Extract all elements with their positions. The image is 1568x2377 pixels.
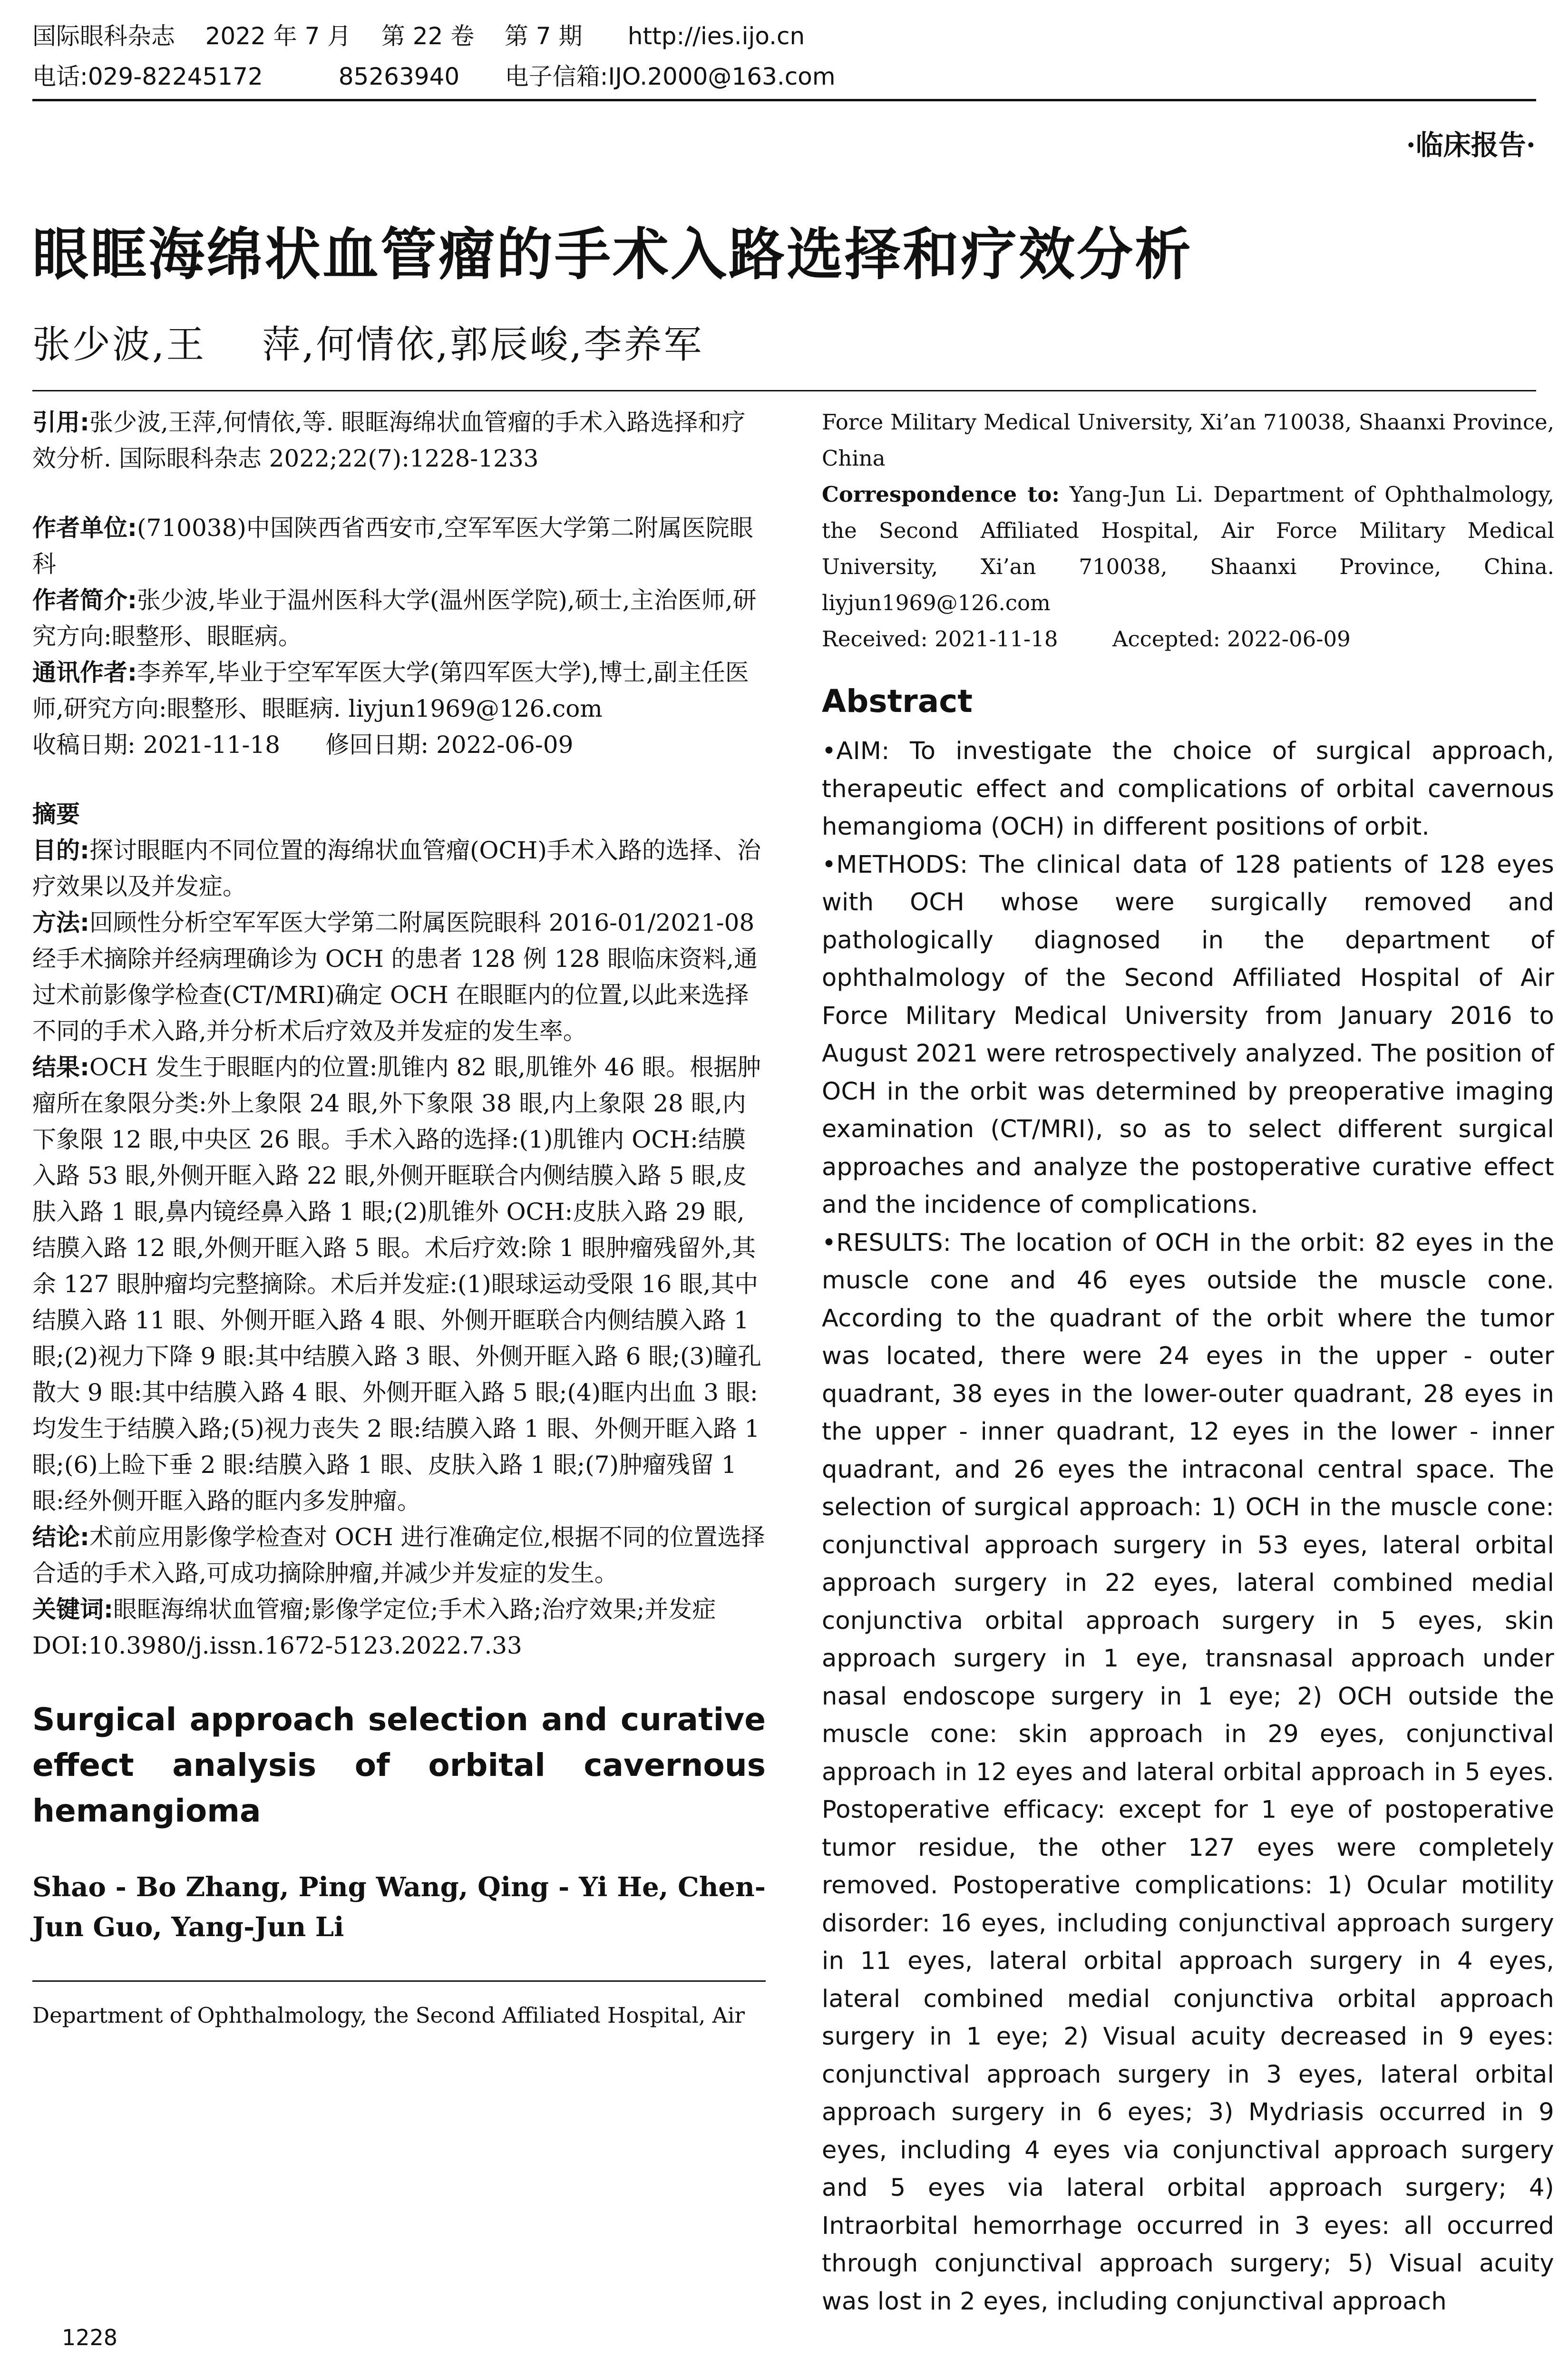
zh-keywords-text: 眼眶海绵状血管瘤;影像学定位;手术入路;治疗效果;并发症 xyxy=(113,1596,716,1623)
page-number: 1228 xyxy=(62,2325,118,2350)
author-bio-label: 作者简介: xyxy=(32,586,137,614)
english-affiliation: Department of Ophthalmology, the Second Affiliated Hospital, Air xyxy=(32,2003,745,2028)
english-authors: Shao - Bo Zhang, Ping Wang, Qing - Yi He, Chen-Jun Guo, Yang-Jun Li xyxy=(32,1871,766,1943)
left-column xyxy=(32,404,766,2032)
zh-results-label: 结果: xyxy=(32,1053,89,1081)
abstract-results-label: RESULTS: xyxy=(836,1228,952,1257)
author-unit-text: (710038)中国陕西省西安市,空军军医大学第二附属医院眼科 xyxy=(32,514,753,578)
zh-aim-label: 目的: xyxy=(32,837,89,864)
zh-results-text: OCH 发生于眼眶内的位置:肌锥内 82 眼,肌锥外 46 眼。根据肿瘤所在象限分类:外上象限 24 眼,外下象限 38 眼,内上象限 28 眼,内下象限 12 眼,中央区 26 眼。手术入路的选择:(1)肌锥内 OCH:结膜入路 53 眼,外侧开眶入路 22 眼,外侧开眶联合内侧结膜入路 5 眼,皮肤入路 1 眼,鼻内镜经鼻入路 1 眼;(2)肌锥外 OCH:皮肤入路 29 眼,结膜入路 12 眼,外侧开眶入路 5 眼。术后疗效:除 1 眼肿瘤残留外,其余 127 眼肿瘤均完整摘除。术后并发症:(1)眼球运动受限 16 眼,其中结膜入路 11 眼、外侧开眶入路 4 眼、外侧开眶联合内侧结膜入路 1 眼;(2)视力下降 9 眼:其中结膜入路 3 眼、外侧开眶入路 6 眼;(3)瞳孔散大 9 眼:其中结膜入路 4 眼、外侧开眶入路 5 眼;(4)眶内出血 3 眼:均发生于结膜入路;(5)视力丧失 2 眼:结膜入路 1 眼、外侧开眶入路 1 眼;(6)上睑下垂 2 眼:结膜入路 1 眼、皮肤入路 1 眼;(7)肿瘤残留 1 眼:经外侧开眶入路的眶内多发肿瘤。 xyxy=(32,1053,761,1515)
right-column xyxy=(822,404,1554,2320)
corresponding-author xyxy=(32,654,766,727)
zh-abstract-heading: 摘要 xyxy=(32,800,80,828)
abstract-results: •RESULTS: The location of OCH in the orbit: 82 eyes in the muscle cone and 46 eyes outside the muscle cone. According to the quadrant of the orbit where the tumor was located, there were 24 eyes in the upper - outer quadrant, 38 eyes in the lower-outer quadrant, 28 eyes in the upper - inner quadrant, 12 eyes in the lower - inner quadrant, and 26 eyes the intraconal central space. The selection of surgical approach: 1) OCH in the muscle cone: conjunctival approach surgery in 53 eyes, lateral orbital approach surgery in 22 eyes, lateral combined medial conjunctiva orbital approach surgery in 5 eyes, skin approach surgery in 1 eye, transnasal approach under nasal endoscope surgery in 1 eye; 2) OCH outside the muscle cone: skin approach in 29 eyes, conjunctival approach in 12 eyes and lateral orbital approach in 5 eyes. Postoperative efficacy: except for 1 eye of postoperative tumor residue, the other 127 eyes were completely removed. Postoperative complications: 1) Ocular motility disorder: 16 eyes, including conjunctival approach surgery in 11 eyes, lateral orbital approach surgery in 4 eyes, lateral combined medial conjunctiva orbital approach surgery in 1 eye; 2) Visual acuity decreased in 9 eyes: conjunctival approach surgery in 3 eyes, lateral orbital approach surgery in 6 eyes; 3) Mydriasis occurred in 9 eyes, including 4 eyes via conjunctival approach surgery and 5 eyes via lateral orbital approach surgery; 4) Intraorbital hemorrhage occurred in 3 eyes: all occurred through conjunctival approach surgery; 5) Visual acuity was lost in 2 eyes, including conjunctival approach xyxy=(822,1228,1555,2316)
citation-label: 引用: xyxy=(32,409,89,436)
abstract-methods-text: The clinical data of 128 patients of 128 eyes with OCH whose were surgically removed and pathologically diagnosed in the department of ophthalmology of the Second Affiliated Hospital of Air Force Military Medical University from January 2016 to August 2021 were retrospectively analyzed. The position of OCH in the orbit was determined by preoperative imaging examination (CT/MRI), so as to select different surgical approaches and analyze the postoperative curative effect and the incidence of complications. xyxy=(822,850,1554,1219)
abstract-results-text: The location of OCH in the orbit: 82 eyes in the muscle cone and 46 eyes outside the muscle cone. According to the quadrant of the orbit where the tumor was located, there were 24 eyes in the upper - outer quadrant, 38 eyes in the lower-outer quadrant, 28 eyes in the upper - inner quadrant, 12 eyes in the lower - inner quadrant, and 26 eyes the intraconal central space. The selection of surgical approach: 1) OCH in the muscle cone: conjunctival approach surgery in 53 eyes, lateral orbital approach surgery in 22 eyes, lateral combined medial conjunctiva orbital approach surgery in 5 eyes, skin approach surgery in 1 eye, transnasal approach under nasal endoscope surgery in 1 eye; 2) OCH outside the muscle cone: skin approach in 29 eyes, conjunctival approach in 12 eyes and lateral orbital approach in 5 eyes. Postoperative efficacy: except for 1 eye of postoperative tumor residue, the other 127 eyes were completely removed. Postoperative complications: 1) Ocular motility disorder: 16 eyes, including conjunctival approach surgery in 11 eyes, lateral orbital approach surgery in 4 eyes, lateral combined medial conjunctiva orbital approach surgery in 1 eye; 2) Visual acuity decreased in 9 eyes: conjunctival approach surgery in 3 eyes, lateral orbital approach surgery in 6 eyes; 3) Mydriasis occurred in 9 eyes, including 4 eyes via conjunctival approach surgery and 5 eyes via lateral orbital approach surgery; 4) Intraorbital hemorrhage occurred in 3 eyes: all occurred through conjunctival approach surgery; 5) Visual acuity was lost in 2 eyes, including conjunctival approach xyxy=(822,1228,1555,2316)
zh-keywords xyxy=(32,1591,766,1627)
title-divider xyxy=(32,390,1536,391)
header-divider xyxy=(32,99,1536,101)
citation-text: 张少波,王萍,何情依,等. 眼眶海绵状血管瘤的手术入路选择和疗效分析. 国际眼科杂志 2022;22(7):1228-1233 xyxy=(32,409,746,472)
footnote-divider xyxy=(32,1980,766,1982)
abstract-aim-label: AIM: xyxy=(836,737,890,765)
author-unit-label: 作者单位: xyxy=(32,514,137,542)
correspondence xyxy=(822,477,1554,621)
author-bio-text: 张少波,毕业于温州医科大学(温州医学院),硕士,主治医师,研究方向:眼整形、眼眶病。 xyxy=(32,586,757,650)
zh-abstract-conclusion xyxy=(32,1519,766,1591)
english-title: Surgical approach selection and curative effect analysis of orbital cavernous hemangioma xyxy=(32,1701,766,1829)
section-label: ·临床报告· xyxy=(1406,129,1536,161)
zh-aim-text: 探讨眼眶内不同位置的海绵状血管瘤(OCH)手术入路的选择、治疗效果以及并发症。 xyxy=(32,837,761,900)
corresponding-author-label: 通讯作者: xyxy=(32,659,137,686)
article-authors: 张少波,王 萍,何情依,郭辰峻,李养军 xyxy=(32,322,704,367)
zh-abstract-results xyxy=(32,1049,766,1519)
zh-methods-text: 回顾性分析空军军医大学第二附属医院眼科 2016-01/2021-08 经手术摘除并经病理确诊为 OCH 的患者 128 例 128 眼临床资料,通过术前影像学检查(CT/MRI)确定 OCH 在眼眶内的位置,以此来选择不同的手术入路,并分析术后疗效及并发症的发生率。 xyxy=(32,909,758,1045)
english-affiliation-continued: Force Military Medical University, Xi’an 710038, Shaanxi Province, China xyxy=(822,409,1554,471)
zh-methods-label: 方法: xyxy=(32,909,89,936)
abstract-methods: •METHODS: The clinical data of 128 patients of 128 eyes with OCH whose were surgically removed and pathologically diagnosed in the department of ophthalmology of the Second Affiliated Hospital of Air Force Military Medical University from January 2016 to August 2021 were retrospectively analyzed. The position of OCH in the orbit was determined by preoperative imaging examination (CT/MRI), so as to select different surgical approaches and analyze the postoperative curative effect and the incidence of complications. xyxy=(822,850,1554,1219)
zh-abstract-methods xyxy=(32,905,766,1049)
zh-conclusion-label: 结论: xyxy=(32,1523,89,1551)
journal-header-line2: 电话:029-82245172 85263940 电子信箱:IJO.2000@163.com xyxy=(32,63,836,90)
author-bio xyxy=(32,582,766,654)
doi[interactable]: DOI:10.3980/j.issn.1672-5123.2022.7.33 xyxy=(32,1632,522,1659)
corresponding-author-text: 李养军,毕业于空军军医大学(第四军医大学),博士,副主任医师,研究方向:眼整形、眼眶病. liyjun1969@126.com xyxy=(32,659,749,722)
journal-header-line1: 国际眼科杂志 2022 年 7 月 第 22 卷 第 7 期 http://ies.ijo.cn xyxy=(32,22,805,50)
received-dates-zh: 收稿日期: 2021-11-18 修回日期: 2022-06-09 xyxy=(32,731,574,759)
abstract-aim: •AIM: To investigate the choice of surgical approach, therapeutic effect and complications of orbital cavernous hemangioma (OCH) in different positions of orbit. xyxy=(822,737,1555,841)
author-unit xyxy=(32,510,766,582)
correspondence-text: Yang-Jun Li. Department of Ophthalmology, the Second Affiliated Hospital, Air Force Military Medical University, Xi’an 710038, Shaanxi Province, China. liyjun1969@126.com xyxy=(822,482,1554,615)
article-title: 眼眶海绵状血管瘤的手术入路选择和疗效分析 xyxy=(32,221,1193,287)
correspondence-label: Correspondence to: xyxy=(822,482,1060,507)
abstract-aim-text: To investigate the choice of surgical approach, therapeutic effect and complications of orbital cavernous hemangioma (OCH) in different positions of orbit. xyxy=(822,737,1555,841)
zh-keywords-label: 关键词: xyxy=(32,1596,113,1623)
zh-conclusion-text: 术前应用影像学检查对 OCH 进行准确定位,根据不同的位置选择合适的手术入路,可成功摘除肿瘤,并减少并发症的发生。 xyxy=(32,1523,765,1587)
abstract-methods-label: METHODS: xyxy=(836,850,968,879)
received-accepted: Received: 2021-11-18 Accepted: 2022-06-09 xyxy=(822,626,1351,652)
zh-abstract-aim xyxy=(32,832,766,905)
citation xyxy=(32,404,766,477)
abstract-heading: Abstract xyxy=(822,683,973,720)
